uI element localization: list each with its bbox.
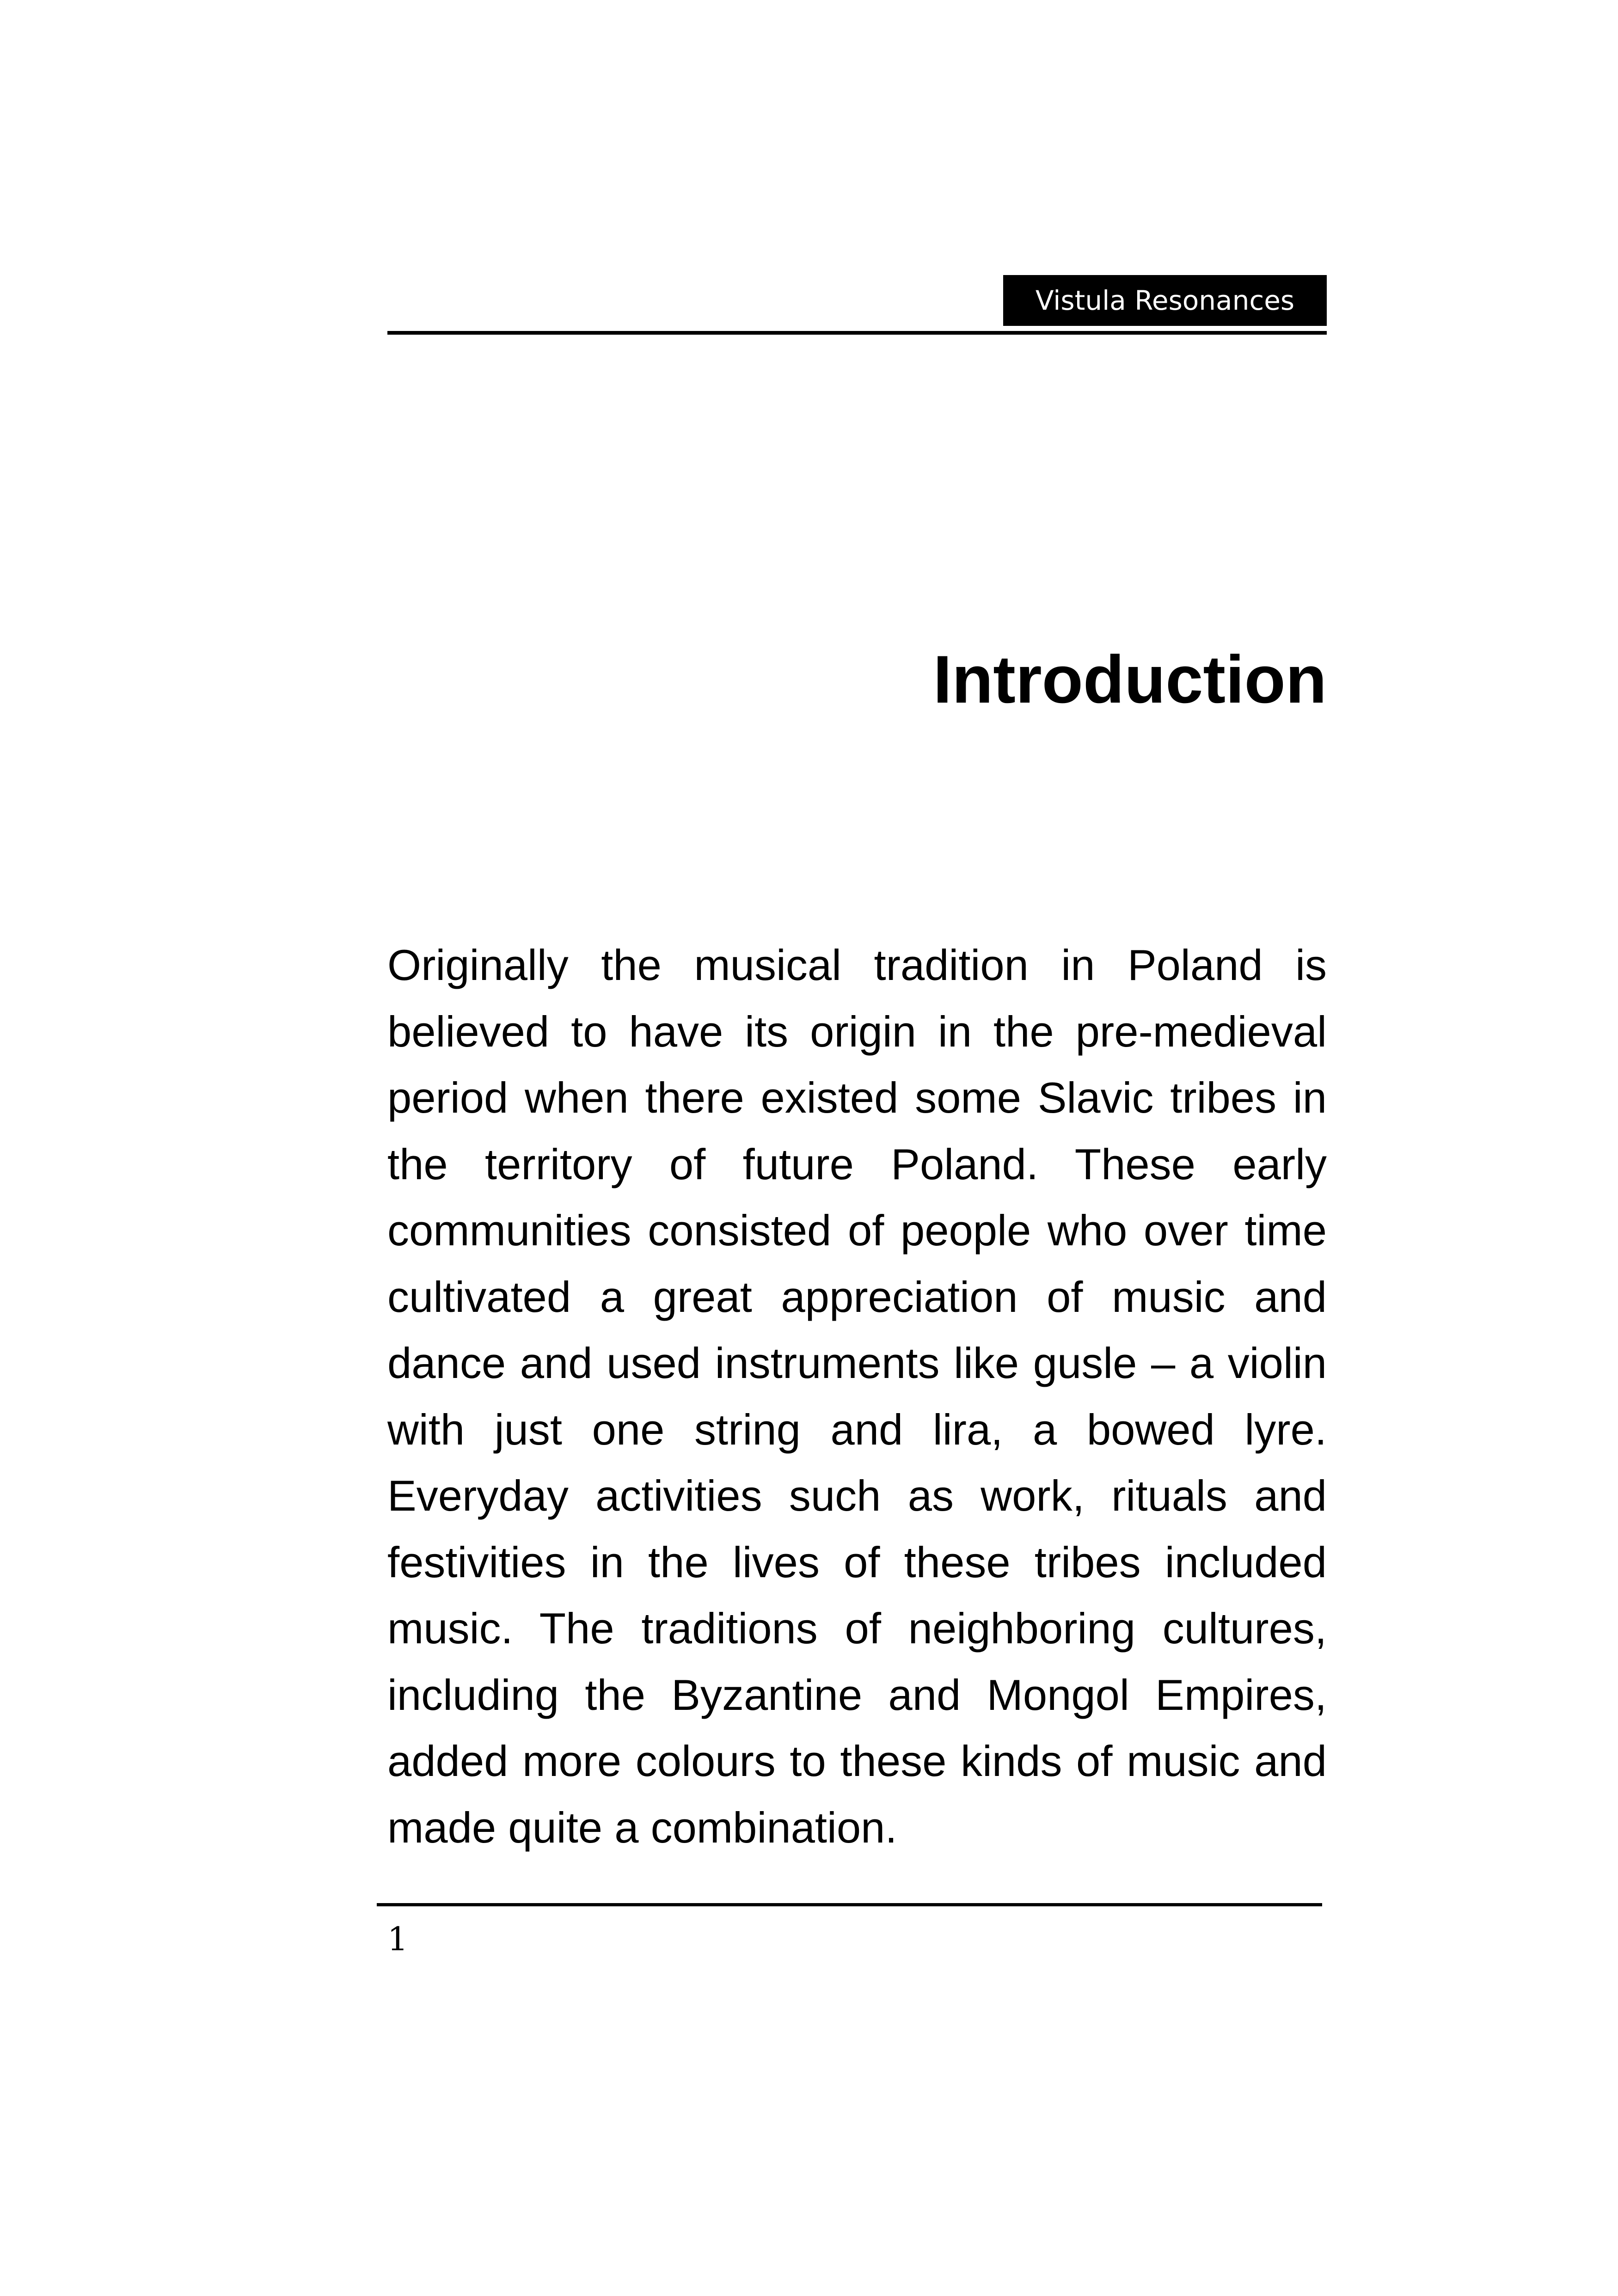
header-rule — [387, 331, 1327, 335]
body-paragraph: Originally the musical tradition in Poland is believed to have its origin in the pre-medieval period when there existed some Slavic tribes in the territory of future Poland. These early communities consisted of people who over time cultivated a great appreciation of music and dance and used instruments like gusle – a violin with just one string and lira, a bowed lyre. Everyday activities such as work, rituals and festivities in the lives of these tribes included music. The traditions of neighboring cultures, including the Byzantine and Mongol Empires, added more colours to these kinds of music and made quite a combination. — [387, 941, 1327, 1852]
chapter-title: Introduction — [933, 642, 1327, 717]
running-header-title: Vistula Resonances — [1003, 275, 1327, 326]
footer-rule — [377, 1903, 1322, 1906]
page-number: 1 — [387, 1920, 408, 1958]
